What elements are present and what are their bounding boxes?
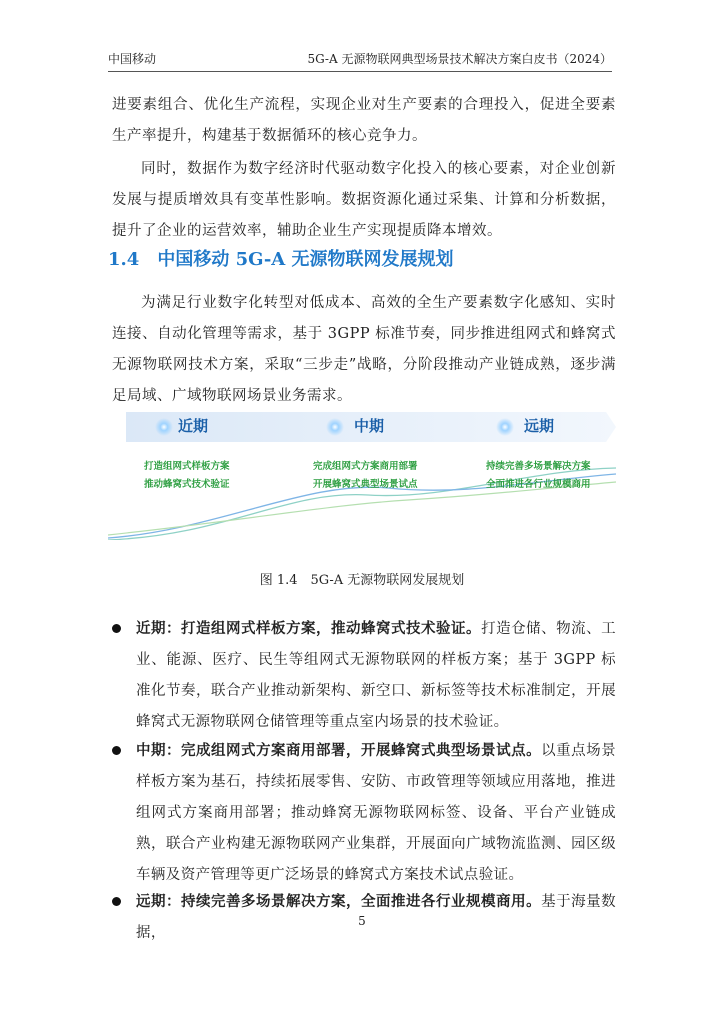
stage-near-line-2: 推动蜂窝式技术验证 [144, 479, 230, 490]
mid-term-marker [326, 418, 344, 436]
list-item [112, 614, 616, 738]
long-term-marker [496, 418, 514, 436]
section-paragraph: 为满足行业数字化转型对低成本、高效的全生产要素数字化感知、实时连接、自动化管理等需求，基于 3GPP 标准节奏，同步推进组网式和蜂窝式无源物联网技术方案，采取“三步走”战略，分阶段推动产业链成熟，逐步满足局域、广域物联网场景业务需求。 [112, 295, 616, 404]
stage-mid-label: 中期 [354, 417, 385, 435]
section-number: 1.4 [108, 249, 140, 270]
near-term-marker [155, 418, 173, 436]
header-doc-title: 5G-A 无源物联网典型场景技术解决方案白皮书（2024） [307, 52, 612, 66]
roadmap-figure [108, 400, 616, 540]
figure-caption: 图 1.4 5G-A 无源物联网发展规划 [259, 573, 465, 588]
section-heading [108, 245, 454, 271]
stage-mid-line-1: 完成组网式方案商用部署 [313, 461, 418, 472]
stage-far-label: 远期 [524, 417, 555, 435]
stage-near-label: 近期 [178, 417, 209, 435]
bullet-dot [112, 746, 121, 755]
bullet-lead: 中期：完成组网式方案商用部署，开展蜂窝式典型场景试点。 [136, 743, 542, 759]
bullet-body: 以重点场景样板方案为基石，持续拓展零售、安防、市政管理等领域应用落地，推进组网式方案商用部署；推动蜂窝无源物联网标签、设备、平台产业链成熟，联合产业构建无源物联网产业集群，开展面向广域物流监测、园区级车辆及资产管理等更广泛场景的蜂窝式方案技术试点验证。 [136, 743, 616, 883]
bullet-text [136, 736, 616, 891]
stage-far-line-2: 全面推进各行业规模商用 [486, 479, 591, 490]
bullet-body: 基于海量数据， [136, 894, 616, 941]
bullet-lead: 近期：打造组网式样板方案，推动蜂窝式技术验证。 [136, 621, 482, 637]
header-org: 中国移动 [108, 52, 157, 66]
page-number: 5 [358, 914, 366, 928]
stage-far-line-1: 持续完善多场景解决方案 [486, 461, 591, 472]
list-item [112, 736, 616, 891]
section-title: 中国移动 5G-A 无源物联网发展规划 [157, 249, 454, 270]
intro-paragraph-1: 进要素组合、优化生产流程，实现企业对生产要素的合理投入，促进全要素生产率提升，构建基于数据循环的核心竞争力。 [112, 97, 616, 144]
bullet-text [136, 614, 616, 738]
stage-near-line-1: 打造组网式样板方案 [144, 461, 230, 472]
stage-mid-line-2: 开展蜂窝式典型场景试点 [313, 479, 418, 490]
bullet-dot [112, 624, 121, 633]
header-divider [108, 71, 612, 72]
bullet-dot [112, 897, 121, 906]
intro-paragraph-2: 同时，数据作为数字经济时代驱动数字化投入的核心要素，对企业创新发展与提质增效具有变革性影响。数据资源化通过采集、计算和分析数据，提升了企业的运营效率，辅助企业生产实现提质降本增效。 [112, 161, 616, 239]
bullet-body: 打造仓储、物流、工业、能源、医疗、民生等组网式无源物联网的样板方案；基于 3GPP 标准化节奏，联合产业推动新架构、新空口、新标签等技术标准制定，开展蜂窝式无源物联网仓储管理等重点室内场景的技术验证。 [136, 621, 616, 730]
bullet-lead: 远期：持续完善多场景解决方案，全面推进各行业规模商用。 [136, 894, 542, 910]
